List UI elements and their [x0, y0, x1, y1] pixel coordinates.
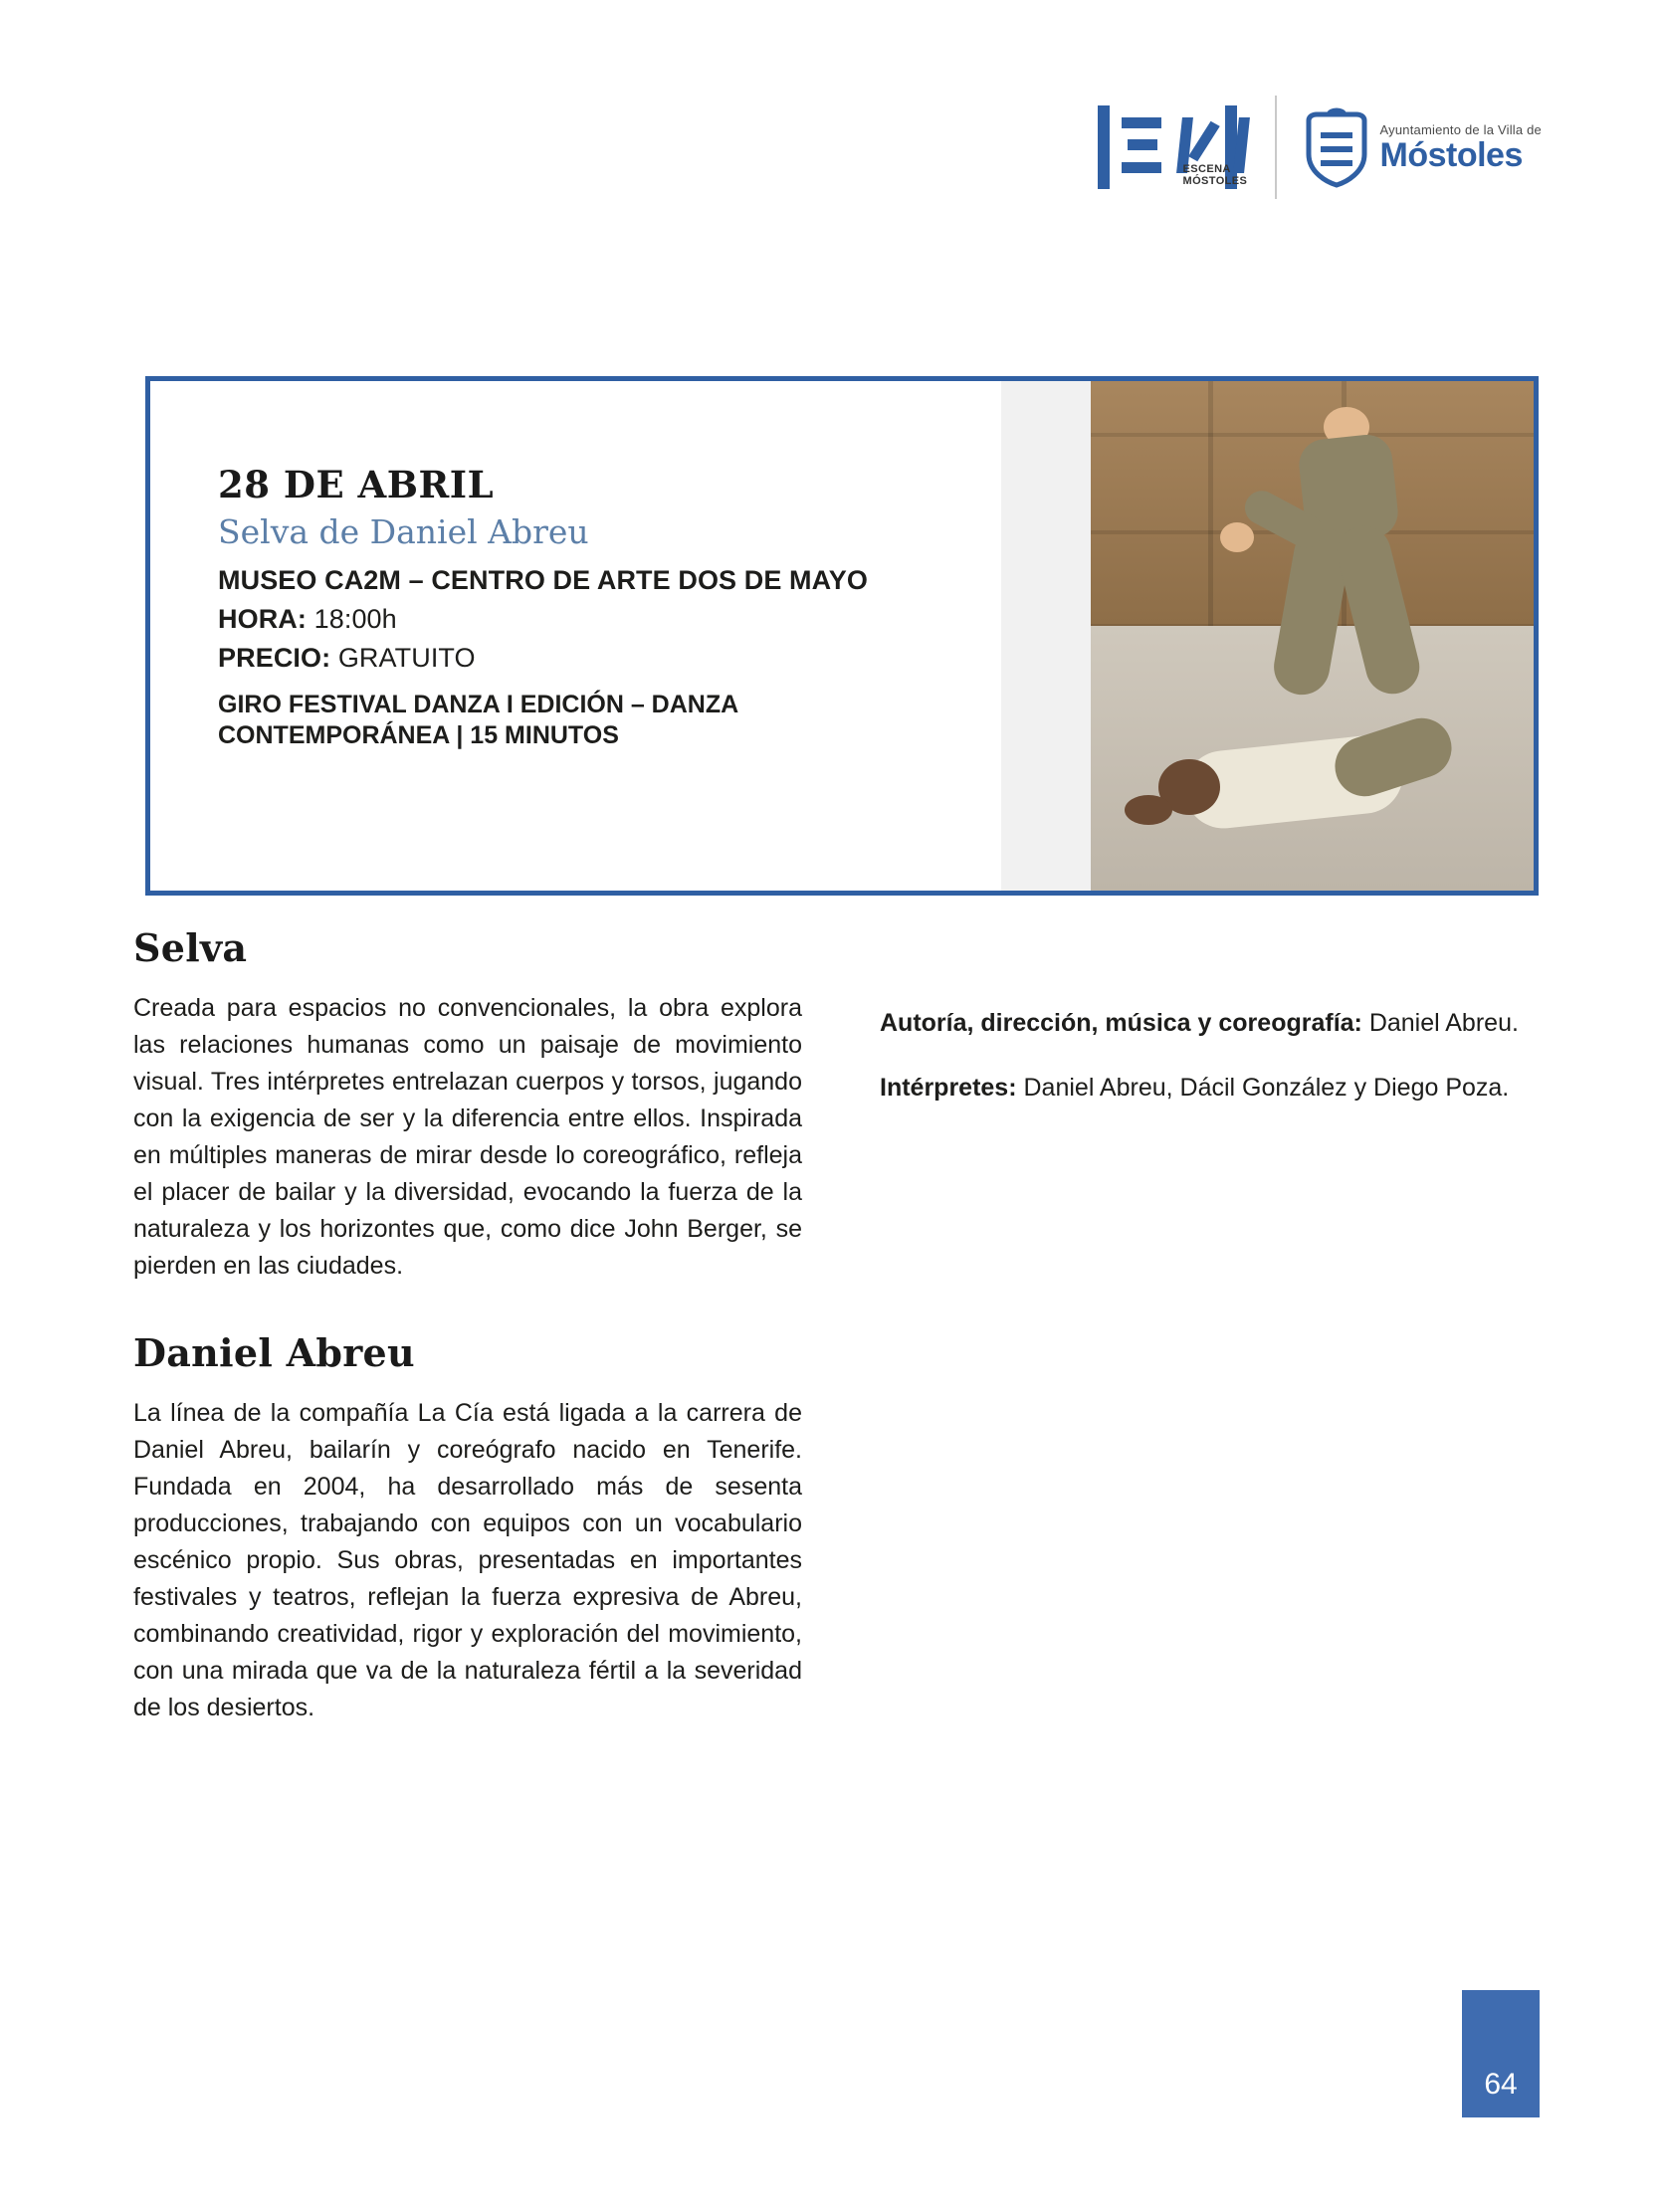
event-time-label: HORA:: [218, 604, 307, 634]
logo-letter-e-icon: [1122, 117, 1175, 173]
escena-logo-mark: [1088, 100, 1247, 195]
dancer-standing-hand: [1220, 522, 1254, 552]
content-left-column: [133, 925, 802, 1726]
logo-left-bar: [1098, 105, 1110, 189]
mostoles-logo-small: Ayuntamiento de la Villa de: [1379, 121, 1542, 137]
event-photo: [1091, 381, 1534, 891]
event-time-row: [218, 604, 1001, 635]
event-time-value: 18:00h: [313, 604, 397, 634]
section-text-selva: Creada para espacios no convencionales, la obra explora las relaciones humanas como un paisaje de movimiento visual. Tres intérpretes entrelazan cuerpos y torsos, jugando con la exigencia de ser y la diferencia entre ellos. Inspirada en múltiples maneras de mirar desde lo coreográfico, refleja el placer de bailar y la diversidad, evocando la fuerza de la naturaleza y los horizontes que, como dice John Berger, se pierden en las ciudades.: [133, 994, 802, 1280]
dancer-floor-hand: [1125, 795, 1172, 825]
card-gutter: [1001, 381, 1091, 891]
photo-wall-seam-1: [1208, 381, 1213, 656]
escena-logo-line1: ESCENA: [1182, 163, 1231, 175]
page-number: 64: [1484, 2068, 1518, 2101]
credit-performers-label: Intérpretes:: [880, 1074, 1017, 1102]
escena-logo-line2: MÓSTOLES: [1182, 175, 1248, 187]
event-title: Selva de Daniel Abreu: [218, 512, 589, 551]
dancer-standing: [1278, 407, 1427, 705]
credit-authorship-label: Autoría, dirección, música y coreografía:: [880, 1009, 1362, 1037]
event-price-row: [218, 643, 1001, 674]
header-logos: [1088, 96, 1542, 199]
event-venue: MUSEO CA2M – CENTRO DE ARTE DOS DE MAYO: [218, 565, 868, 595]
escena-logo-text: [1183, 163, 1248, 187]
event-card-media: [1001, 381, 1534, 891]
mostoles-logo-big: Móstoles: [1379, 135, 1523, 174]
section-heading-selva: Selva: [133, 925, 248, 970]
dancer-standing-leg-right: [1332, 520, 1425, 700]
event-card: [145, 376, 1539, 896]
event-date: 28 DE ABRIL: [218, 463, 495, 506]
event-card-info: [150, 381, 1001, 891]
credit-authorship-value: Daniel Abreu.: [1361, 1009, 1519, 1037]
event-tag: GIRO FESTIVAL DANZA I EDICIÓN – DANZA CONTEMPORÁNEA | 15 MINUTOS: [218, 691, 738, 749]
credit-performers: [880, 1070, 1549, 1106]
credit-authorship: [880, 1005, 1549, 1042]
event-price-label: PRECIO:: [218, 643, 331, 673]
dancer-on-floor: [1125, 717, 1453, 867]
credit-performers-value: Daniel Abreu, Dácil González y Diego Poza.: [1016, 1074, 1510, 1102]
content-right-column: [880, 1005, 1549, 1134]
ayuntamiento-mostoles-logo: [1305, 106, 1542, 188]
escena-mostoles-logo: [1088, 100, 1247, 195]
header-divider: [1275, 96, 1277, 199]
page-number-tab: [1462, 1990, 1540, 2117]
section-heading-daniel-abreu: Daniel Abreu: [133, 1330, 415, 1375]
shield-icon: [1305, 106, 1368, 188]
section-text-daniel-abreu: La línea de la compañía La Cía está ligada a la carrera de Daniel Abreu, bailarín y coreógrafo nacido en Tenerife. Fundada en 2004, ha desarrollado más de sesenta producciones, trabajando con equipos con un vocabulario escénico propio. Sus obras, presentadas en importantes festivales y teatros, reflejan la fuerza expresiva de Abreu, combinando creatividad, rigor y exploración del movimiento, con una mirada que va de la naturaleza fértil a la severidad de los desiertos.: [133, 1399, 802, 1721]
mostoles-logo-text: [1380, 122, 1542, 173]
event-price-value: GRATUITO: [337, 643, 476, 673]
